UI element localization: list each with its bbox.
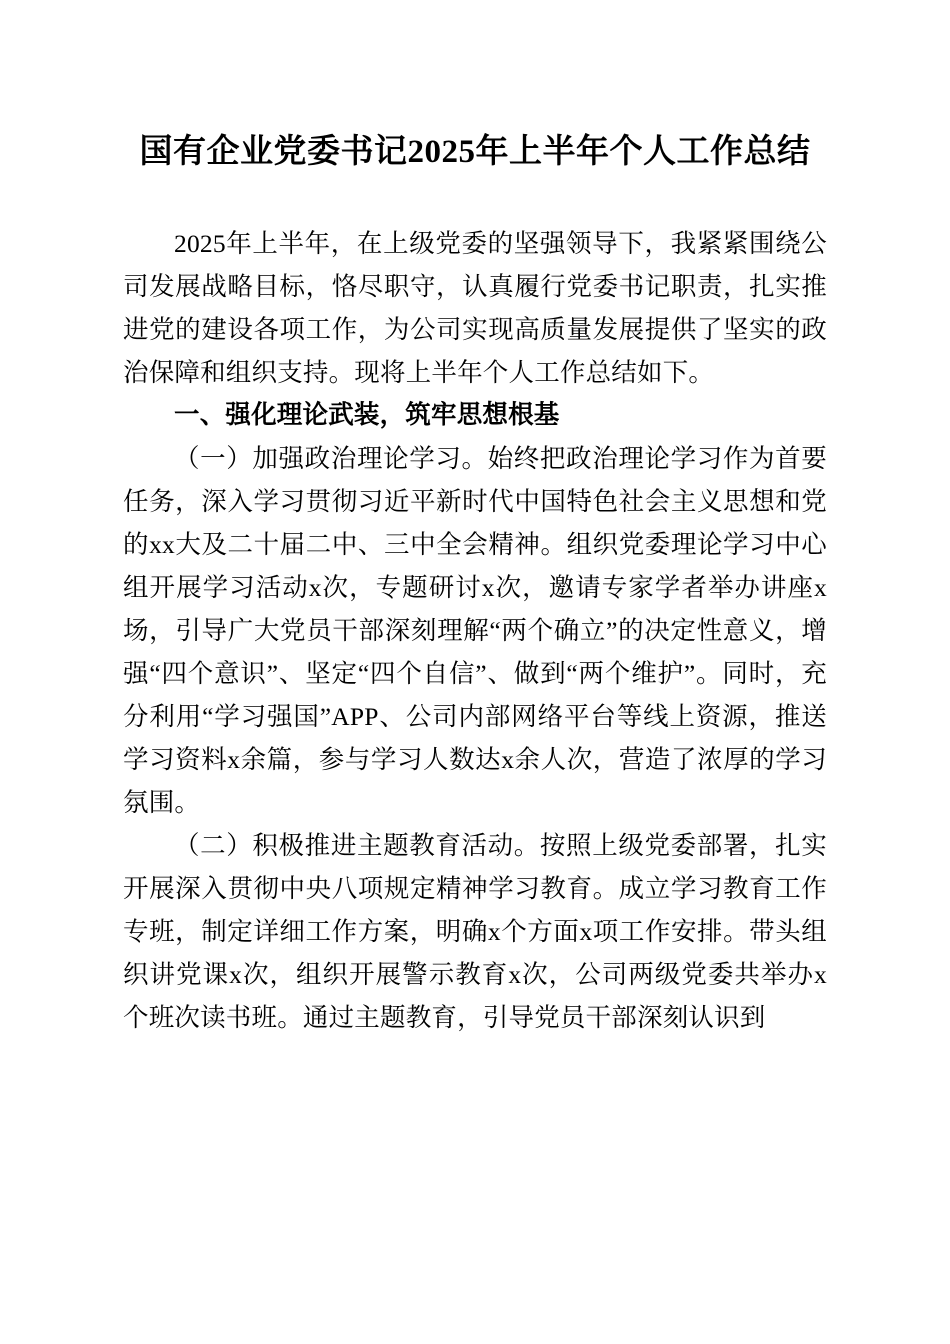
page-title: 国有企业党委书记2025年上半年个人工作总结 bbox=[139, 134, 811, 170]
intro-paragraph: 2025年上半年，在上级党委的坚强领导下，我紧紧围绕公司发展战略目标，恪尽职守，认真履行党委书记职责，扎实推进党的建设各项工作，为公司实现高质量发展提供了坚实的政治保障和组织支持。现将上半年个人工作总结如下。 bbox=[123, 229, 827, 387]
subsection-paragraph-2: （二）积极推进主题教育活动。按照上级党委部署，扎实开展深入贯彻中央八项规定精神学习教育。成立学习教育工作专班，制定详细工作方案，明确x个方面x项工作安排。带头组织讲党课x次，组织开展警示教育x次，公司两级党委共举办x个班次读书班。通过主题教育，引导党员干部深刻认识到 bbox=[123, 831, 827, 1032]
section-heading-1: 一、强化理论武装，筑牢思想根基 bbox=[174, 401, 560, 429]
document-content-column bbox=[123, 0, 827, 1039]
title-spacer bbox=[123, 176, 827, 222]
subsection-paragraph-1: （一）加强政治理论学习。始终把政治理论学习作为首要任务，深入学习贯彻习近平新时代中国特色社会主义思想和党的xx大及二十届二中、三中全会精神。组织党委理论学习中心组开展学习活动x次，专题研讨x次，邀请专家学者举办讲座x场，引导广大党员干部深刻理解“两个确立”的决定性意义，增强“四个意识”、坚定“四个自信”、做到“两个维护”。同时，充分利用“学习强国”APP、公司内部网络平台等线上资源，推送学习资料x余篇，参与学习人数达x余人次，营造了浓厚的学习氛围。 bbox=[123, 444, 827, 817]
